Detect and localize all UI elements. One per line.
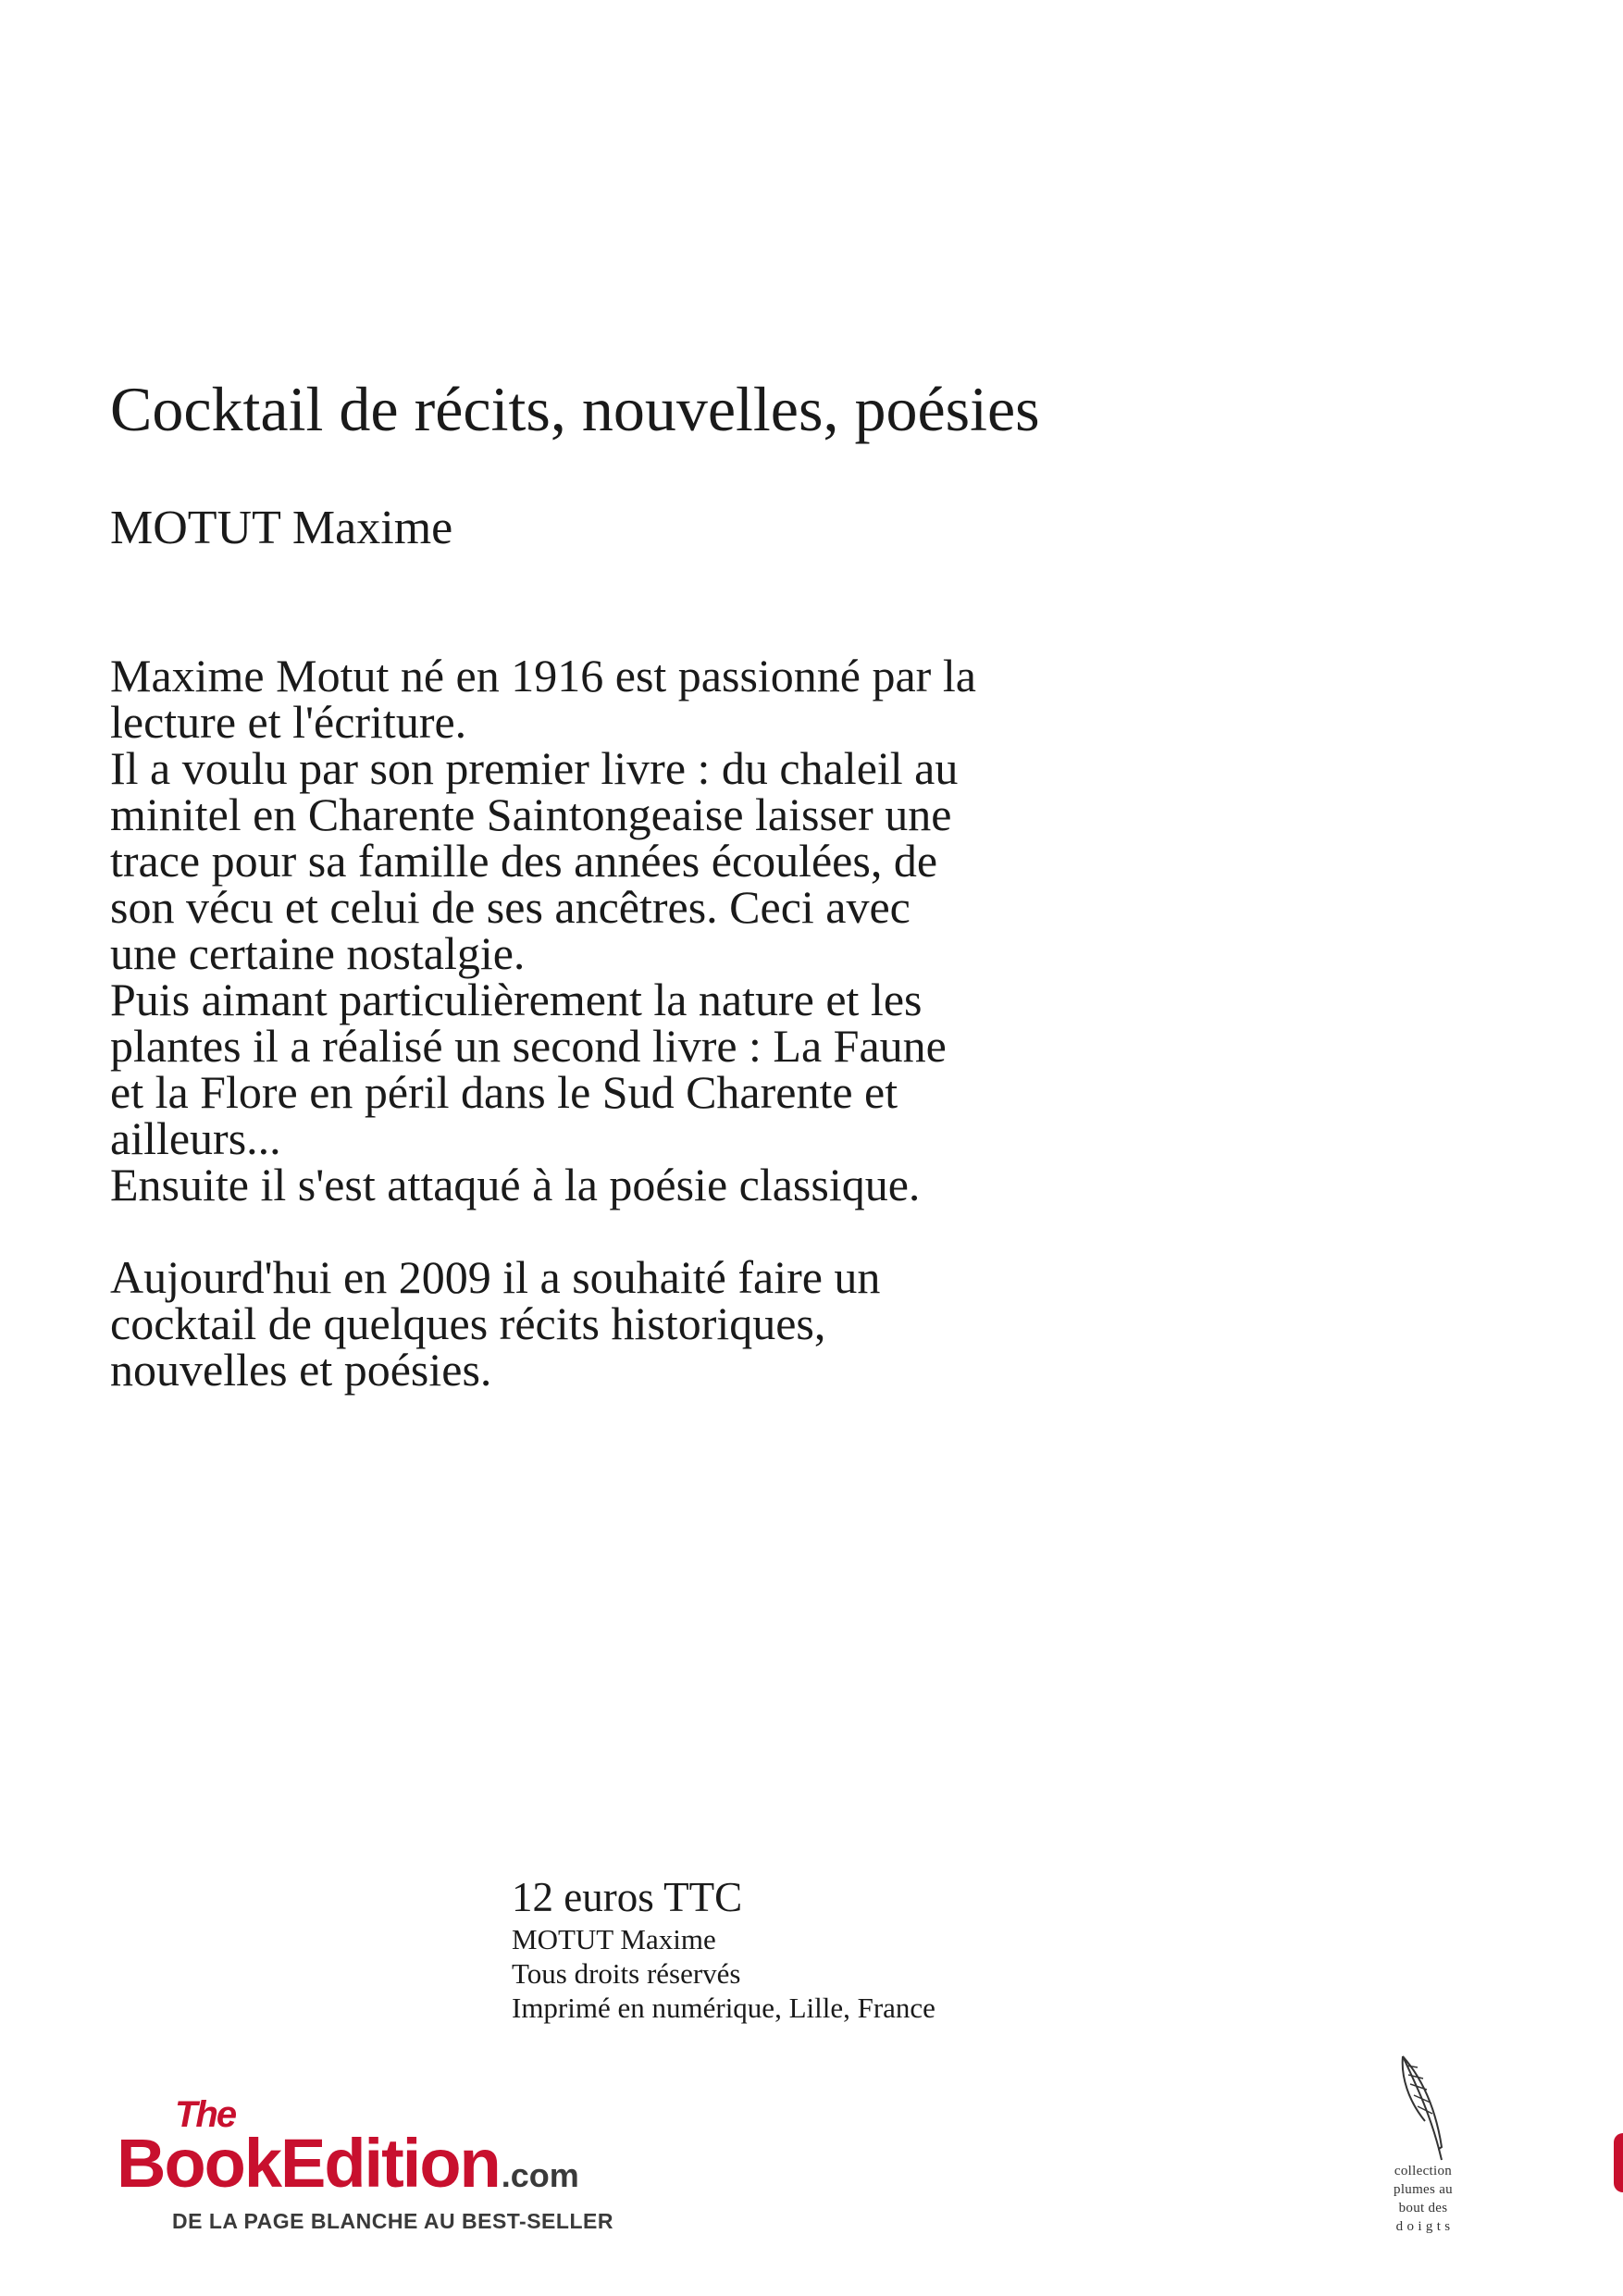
logo-tagline: DE LA PAGE BLANCHE AU BEST-SELLER	[172, 2209, 613, 2233]
price-label: 12 euros TTC	[512, 1874, 743, 1920]
blurb-paragraph: Maxime Motut né en 1916 est passionné par la lecture et l'écriture. Il a voulu par son premier livre : du chaleil au minitel en Charente Saintongeaise laisser une trace pour sa famille des années écoulées, de son vécu et celui de ses ancêtres. Ceci avec une certaine nostalgie. Puis aimant particulièrement la nature et les plantes il a réalisé un second livre : La Faune et la Flore en péril dans le Sud Charente et ailleurs... Ensuite il s'est attaqué à la poésie classique.	[110, 650, 976, 1210]
back-cover-blurb	[110, 650, 1248, 1396]
author-name: MOTUT Maxime	[110, 502, 453, 554]
logo-name: BookEdition	[117, 2125, 500, 2202]
imprint-author: MOTUT Maxime	[512, 1923, 716, 1955]
collection-emblem	[1377, 2053, 1469, 2236]
logo-domain: .com	[501, 2156, 579, 2194]
rights-notice: Tous droits réservés	[512, 1957, 741, 1990]
imprint-block	[512, 1872, 935, 2025]
edge-mark	[1614, 2133, 1623, 2192]
book-title: Cocktail de récits, nouvelles, poésies	[110, 374, 1040, 444]
logo-wordmark	[117, 2125, 579, 2202]
logo-the: The	[175, 2094, 236, 2135]
blurb-paragraph: Aujourd'hui en 2009 il a souhaité faire un cocktail de quelques récits historiques, nouvelles et poésies.	[110, 1251, 881, 1396]
print-location: Imprimé en numérique, Lille, France	[512, 1992, 935, 2024]
quill-icon	[1397, 2053, 1449, 2162]
collection-name: collection plumes au bout des d o i g t s	[1394, 2164, 1453, 2234]
